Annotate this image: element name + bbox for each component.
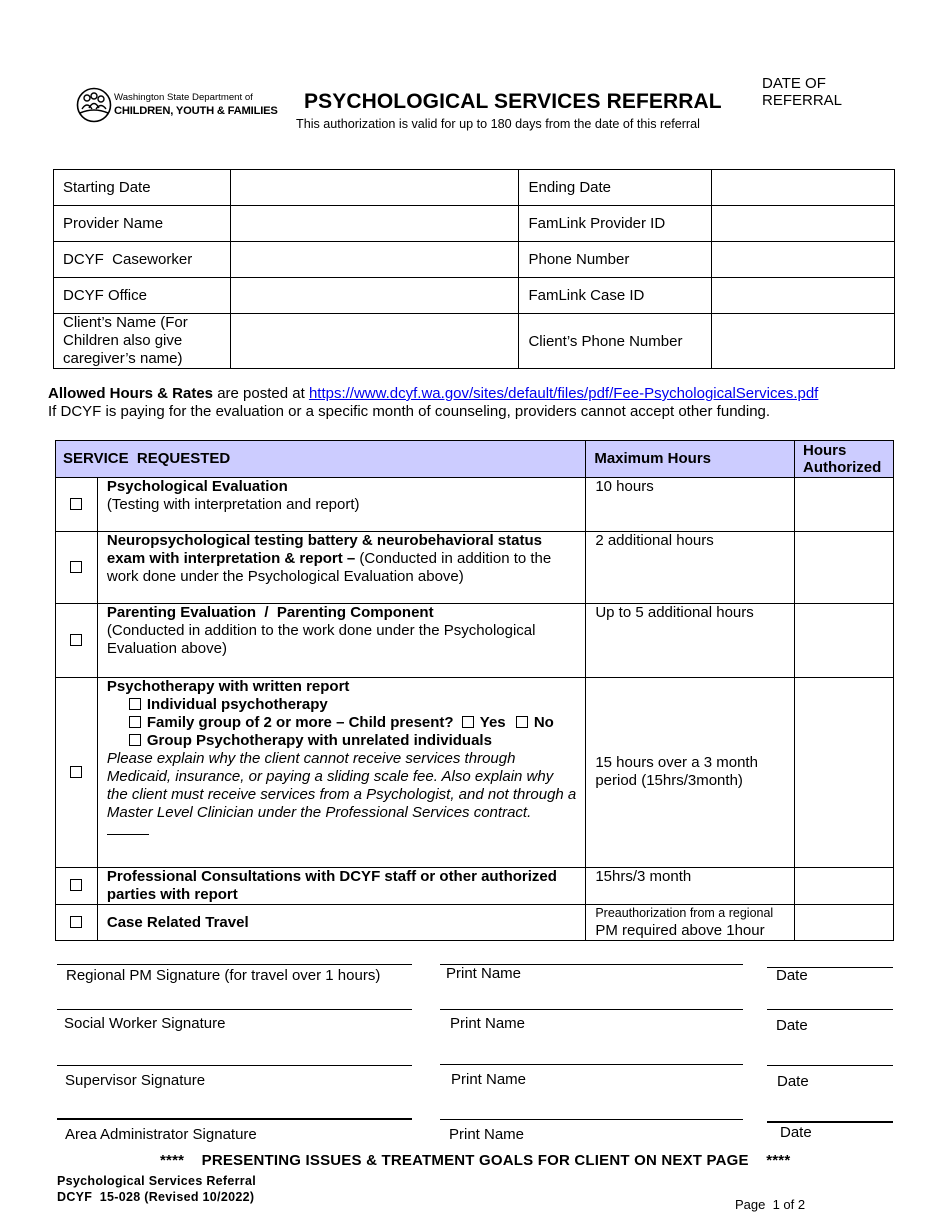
service-detail: (Conducted in addition to the work done under the Psychological Evaluation above) [106,622,536,657]
social-worker-signature-line[interactable] [57,1009,412,1010]
dcyf-office-field[interactable] [230,278,519,314]
preauth-rule: PM required above 1hour [595,922,765,939]
provider-name-label: Provider Name [54,206,231,242]
allowed-hours-line [48,385,818,403]
dcyf-caseworker-field[interactable] [230,242,519,278]
max-hours-value: 10 hours [586,478,795,532]
parenting-eval-checkbox[interactable] [70,634,82,646]
hours-authorized-field[interactable] [794,678,893,868]
regional-pm-signature-line[interactable] [57,964,412,965]
supervisor-signature-line[interactable] [57,1065,412,1066]
date-label: Date [776,967,808,984]
page-title: PSYCHOLOGICAL SERVICES REFERRAL [304,90,722,113]
date-line[interactable] [767,1009,893,1010]
page-number: Page 1 of 2 [735,1197,806,1212]
date-label: Date [776,1017,808,1034]
dcyf-caseworker-label: DCYF Caseworker [54,242,231,278]
date-line[interactable] [767,1065,893,1066]
hours-authorized-field[interactable] [794,478,893,532]
preauth-note: Preauthorization from a regional [595,906,774,920]
max-hours-value: 15hrs/3 month [586,868,795,905]
maximum-hours-header: Maximum Hours [586,441,795,478]
consultations-checkbox[interactable] [70,879,82,891]
date-label: Date [780,1124,812,1141]
service-description [97,604,585,678]
service-checkbox-cell [56,532,98,604]
next-page-notice: **** PRESENTING ISSUES & TREATMENT GOALS FOR CLIENT ON NEXT PAGE **** [160,1152,791,1169]
service-title: Psychotherapy with written report [106,678,350,695]
rates-notes [48,385,818,421]
date-line[interactable] [767,1121,893,1123]
info-row [54,206,895,242]
explanation-prompt: Please explain why the client cannot receive services through Medicaid, insurance, or paying a sliding scale fee. Also explain why the client must receive services from a Psychologist, and not through a Master Level Clinician under the Professional Services contract. [106,750,577,821]
option-label: Group Psychotherapy with unrelated individuals [146,732,492,749]
service-requested-header: SERVICE REQUESTED [56,441,586,478]
allowed-hours-heading: Allowed Hours & Rates [48,385,214,402]
dcyf-logo [76,87,278,123]
hours-authorized-field[interactable] [794,532,893,604]
psychotherapy-option [107,696,576,714]
funding-note: If DCYF is paying for the evaluation or a specific month of counseling, providers cannot accept other funding. [48,403,771,420]
form-identifier [57,1173,256,1205]
service-row [56,478,894,532]
services-header-row [56,441,894,478]
phone-number-field[interactable] [712,242,895,278]
hours-authorized-field[interactable] [794,905,893,941]
info-row [54,170,895,206]
provider-name-field[interactable] [230,206,519,242]
service-row [56,604,894,678]
service-title: Case Related Travel [106,913,249,931]
psychotherapy-option [107,714,576,732]
no-label: No [533,714,554,731]
psych-eval-checkbox[interactable] [70,498,82,510]
clients-phone-field[interactable] [712,314,895,369]
form-name: Psychological Services Referral [57,1174,256,1188]
starting-date-label: Starting Date [54,170,231,206]
service-description [97,868,585,905]
service-row [56,868,894,905]
allowed-hours-text: are posted at [213,385,309,402]
clients-phone-label: Client’s Phone Number [519,314,712,369]
signature-label: Supervisor Signature [65,1072,206,1089]
max-hours-value [586,905,795,941]
psychotherapy-option [107,732,576,750]
clients-name-field[interactable] [230,314,519,369]
service-description [97,532,585,604]
service-checkbox-cell [56,905,98,941]
service-checkbox-cell [56,604,98,678]
agency-name-line2: CHILDREN, YOUTH & FAMILIES [114,105,278,117]
max-hours-text: 15 hours over a 3 month period (15hrs/3month) [595,753,758,789]
print-name-label: Print Name [451,1071,527,1088]
print-name-line[interactable] [440,1009,743,1010]
family-group-checkbox[interactable] [129,716,141,728]
service-row [56,905,894,941]
date-label: Date [777,1073,809,1090]
child-present-yes-checkbox[interactable] [462,716,474,728]
services-table [55,440,894,941]
service-title: Neuropsychological testing battery & neurobehavioral status exam with interpretation & report – [106,532,542,567]
psychotherapy-checkbox[interactable] [70,766,82,778]
famlink-case-id-label: FamLink Case ID [519,278,712,314]
service-detail: (Conducted in addition to the work done under the Psychological Evaluation above) [106,550,552,585]
family-emblem-icon [76,87,112,123]
service-description [97,678,585,868]
max-hours-value [586,678,795,868]
info-row [54,242,895,278]
area-admin-signature-line[interactable] [57,1118,412,1120]
max-hours-value: Up to 5 additional hours [586,604,795,678]
referral-info-table [53,169,895,369]
service-checkbox-cell [56,678,98,868]
clients-name-label: Client’s Name (For Children also give caregiver’s name) [54,314,231,369]
service-row [56,678,894,868]
neuropsych-checkbox[interactable] [70,561,82,573]
service-row [56,532,894,604]
famlink-provider-id-label: FamLink Provider ID [519,206,712,242]
form-number: DCYF 15-028 (Revised 10/2022) [57,1190,255,1204]
yes-label: Yes [479,714,506,731]
option-label: Individual psychotherapy [146,696,328,713]
print-name-label: Print Name [449,1126,525,1143]
famlink-case-id-field[interactable] [712,278,895,314]
starting-date-field[interactable] [230,170,519,206]
explanation-field[interactable] [107,822,576,840]
service-description [97,478,585,532]
service-checkbox-cell [56,868,98,905]
service-title: Psychological Evaluation [106,478,288,495]
hours-authorized-header: Hours Authorized [794,441,893,478]
print-name-label: Print Name [450,1015,526,1032]
hours-authorized-field[interactable] [794,868,893,905]
info-row [54,314,895,369]
child-present-no-checkbox[interactable] [516,716,528,728]
date-of-referral-label: DATE OF REFERRAL [762,75,843,109]
hours-authorized-field[interactable] [794,604,893,678]
page-subtitle: This authorization is valid for up to 180 days from the date of this referral [296,117,700,131]
ending-date-field[interactable] [712,170,895,206]
max-hours-value: 2 additional hours [586,532,795,604]
service-title: Professional Consultations with DCYF staff or other authorized parties with report [106,868,557,903]
group-checkbox[interactable] [129,734,141,746]
ending-date-label: Ending Date [519,170,712,206]
print-name-line[interactable] [440,1064,743,1065]
info-row [54,278,895,314]
phone-number-label: Phone Number [519,242,712,278]
agency-name-line1: Washington State Department of [114,92,253,103]
signature-label: Regional PM Signature (for travel over 1 hours) [66,967,381,984]
print-name-line[interactable] [440,1119,743,1120]
dcyf-office-label: DCYF Office [54,278,231,314]
option-label: Family group of 2 or more – Child present? [146,714,454,731]
service-title: Parenting Evaluation / Parenting Component [106,604,434,621]
fee-schedule-link[interactable]: https://www.dcyf.wa.gov/sites/default/files/pdf/Fee-PsychologicalServices.pdf [308,385,819,402]
signature-label: Area Administrator Signature [65,1126,257,1143]
service-detail: (Testing with interpretation and report) [106,496,360,513]
travel-checkbox[interactable] [70,916,82,928]
service-checkbox-cell [56,478,98,532]
signature-label: Social Worker Signature [64,1015,226,1032]
individual-checkbox[interactable] [129,698,141,710]
print-name-label: Print Name [446,965,522,982]
famlink-provider-id-field[interactable] [712,206,895,242]
service-description [97,905,585,941]
